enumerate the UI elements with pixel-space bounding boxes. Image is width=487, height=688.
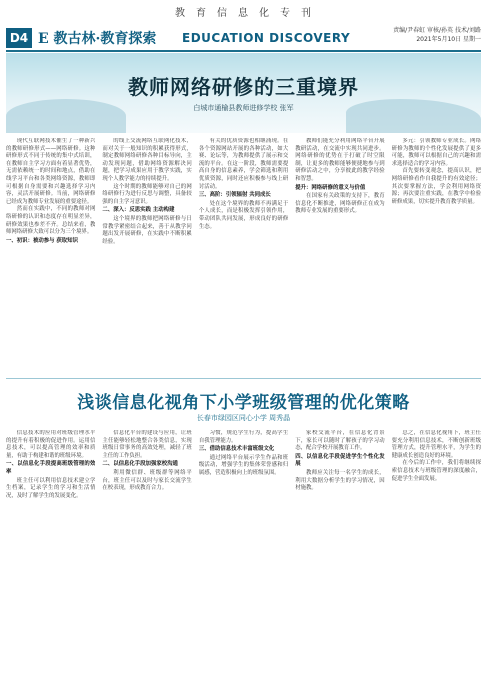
column-2 <box>102 138 191 374</box>
article-byline: 长春市绿园区同心小学 周秀晶 <box>196 414 291 422</box>
paragraph: 然而在实践中，不同的教师对网络研修的认识和态度存在明显差异，研修效果也参差不齐。总结来看，教师网络研修大致可以分为三个境界。 <box>6 206 96 236</box>
column-3 <box>199 430 288 680</box>
paragraph: 这个境界的教师把网络研修与日常教学紧密结合起来，善于从教学问题出发开展研修，在实践中不断积累经验。 <box>102 215 192 245</box>
subheading: 三、高阶：引领辐射 共同成长 <box>198 192 271 199</box>
column-2 <box>102 430 191 680</box>
paragraph: 处在这个境界的教师不再满足于个人成长，而是积极发挥引领作用，带动团队共同发展，形成良好的研修生态。 <box>198 200 289 230</box>
article-title: 浅谈信息化视角下小学班级管理的优化策略 <box>77 393 410 413</box>
paragraph: 家校交流平台，在信息化背景下，家长可以随时了解孩子的学习动态，配合学校开展教育工作。 <box>295 430 385 452</box>
article-title: 教师网络研修的三重境界 <box>128 75 359 99</box>
paragraph: 的线上交流网络互联网化技术，而对关于一般知识的积累获得形式，制定教师网络研修各种目标导向，主动发现问题，借助网络资源解决问题，把学习成果应用于教学实践，实现个人教学能力的持续提升。 <box>102 138 192 182</box>
section-divider <box>6 378 481 379</box>
section-title-en: EDUCATION DISCOVERY <box>182 31 351 45</box>
masthead <box>6 26 481 52</box>
banner-char: 信 <box>217 7 228 19</box>
banner-char: 刊 <box>301 7 312 19</box>
section-title: E 教古林·教育探索 <box>38 31 157 47</box>
paragraph: 利用微信群、班级群等网络平台，班主任可以及时与家长交流学生在校表现，形成教育合力。 <box>102 469 192 492</box>
subheading: 二、以信息化手段加强家校沟通 <box>102 461 178 468</box>
paragraph: 在今后的工作中，我们将继续探索信息技术与班级管理的深度融合，促进学生全面发展。 <box>391 460 482 482</box>
subheading: 一、以信息化手段提高班级管理的效率 <box>6 461 96 475</box>
paragraph: 现代互联网技术催生了一种新兴的教师研修形式——网络研修。这种研修形式不同于传统的集中式培训，在教师自主学习方面有着显著优势，无需依赖统一的时间和地点，借助在线学习平台和各类网络资源，教师即可根据自身需要和兴趣选择学习内容，灵活开展研修。当前，网络研修已经成为教师专业发展的重要途径。 <box>6 138 96 205</box>
paragraph: 总之，在信息化视角下，班主任要充分利用信息技术，不断创新班级管理方式，提升管理水平，为学生的健康成长创造良好的环境。 <box>391 430 482 459</box>
banner-char: 育 <box>196 7 207 19</box>
subheading: 一、初识：被动参与 获取知识 <box>6 237 78 244</box>
column-4 <box>295 430 384 680</box>
column-4 <box>295 138 384 374</box>
subheading: 二、深入：反思实践 主动构建 <box>102 207 175 214</box>
banner-char: 教 <box>175 7 186 19</box>
column-3 <box>199 138 288 374</box>
article2-body <box>6 430 481 680</box>
paragraph: 教师们能充分利用网络平台开展教研活动，在交流中实现共同进步。网络研修的优势在于打破了时空限制，让更多的教师能够便捷地参与到研修活动之中，分享彼此的教学经验和智慧。 <box>295 138 385 182</box>
page-number: D4 <box>6 28 32 48</box>
paragraph: 这个时期的教师能够对自己的网络研修行为进行反思与调整，具备较强的自主学习意识。 <box>102 183 192 205</box>
column-5 <box>392 138 481 374</box>
article1-body <box>6 138 481 374</box>
subheading: 三、借助信息技术丰富班级文化 <box>198 446 275 453</box>
article-byline: 白城市通榆县教师进修学校 张军 <box>193 104 294 112</box>
top-banner <box>0 0 487 22</box>
banner-char: 化 <box>259 7 270 19</box>
subheading: 四、以信息化手段促进学生个性化发展 <box>295 453 385 468</box>
paragraph: 多元：引领教师专业成长。网络研修为教师的个性化发展提供了更多可能，教师可以根据自己的兴趣和需求选择适合的学习内容。 <box>391 138 482 167</box>
paragraph: 习惯，规范学生行为，提高学生自我管理能力。 <box>198 430 289 444</box>
paragraph: 有关的优质资源也相继涌现。在各个资源网站开展的各种活动，如大赛、论坛等，为教师提供了展示和交流的平台。在这一阶段，教师需要提高自身的信息素养，学会筛选和利用优质资源，同时还应积极参与线上研讨活动。 <box>198 138 289 190</box>
paragraph: 教师应关注每一名学生的成长，利用大数据分析学生的学习情况，因材施教。 <box>295 469 385 492</box>
date-line: 2021年5月10日 星期一 <box>416 36 481 43</box>
editor-line: 责编/尹春虹 审核/孙英 技术/刘路 <box>393 27 481 34</box>
paragraph: 首先要转变观念，提高认识，把网络研修看作自我提升的有效途径；其次要掌握方法，学会利用网络资源；再次要注重实践，在教学中检验研修成果，切实提升教育教学质量。 <box>391 168 482 205</box>
paragraph: 在国家有关政策的支持下，教育信息化不断推进，网络研修正在成为教师专业发展的重要形式。 <box>295 193 385 215</box>
paragraph: 通过网络平台展示学生作品和班级活动，增强学生的集体荣誉感和归属感，营造积极向上的班级氛围。 <box>198 454 289 476</box>
column-5 <box>392 430 481 680</box>
banner-char: 息 <box>238 7 249 19</box>
hero-banner <box>6 53 481 133</box>
paragraph: 信息技术的应用对班级管理水平的提升有着积极的促进作用。运用信息技术，可以提高管理的效率和质量，有助于构建和谐的班级环境。 <box>6 430 96 459</box>
issue-meta <box>393 26 481 44</box>
paragraph: 信息化平台的建设与应用，让班主任能够轻松地整合各类信息，实现班级日常事务的高效处理，减轻了班主任的工作负担。 <box>102 430 192 459</box>
column-1 <box>6 430 95 680</box>
banner-char: 专 <box>280 7 291 19</box>
paragraph: 班主任可以利用信息技术建立学生档案，记录学生的学习和生活情况，及时了解学生的发展变化。 <box>6 477 96 499</box>
column-1 <box>6 138 95 374</box>
subheading: 提升：网络研修的意义与价值 <box>295 184 366 191</box>
